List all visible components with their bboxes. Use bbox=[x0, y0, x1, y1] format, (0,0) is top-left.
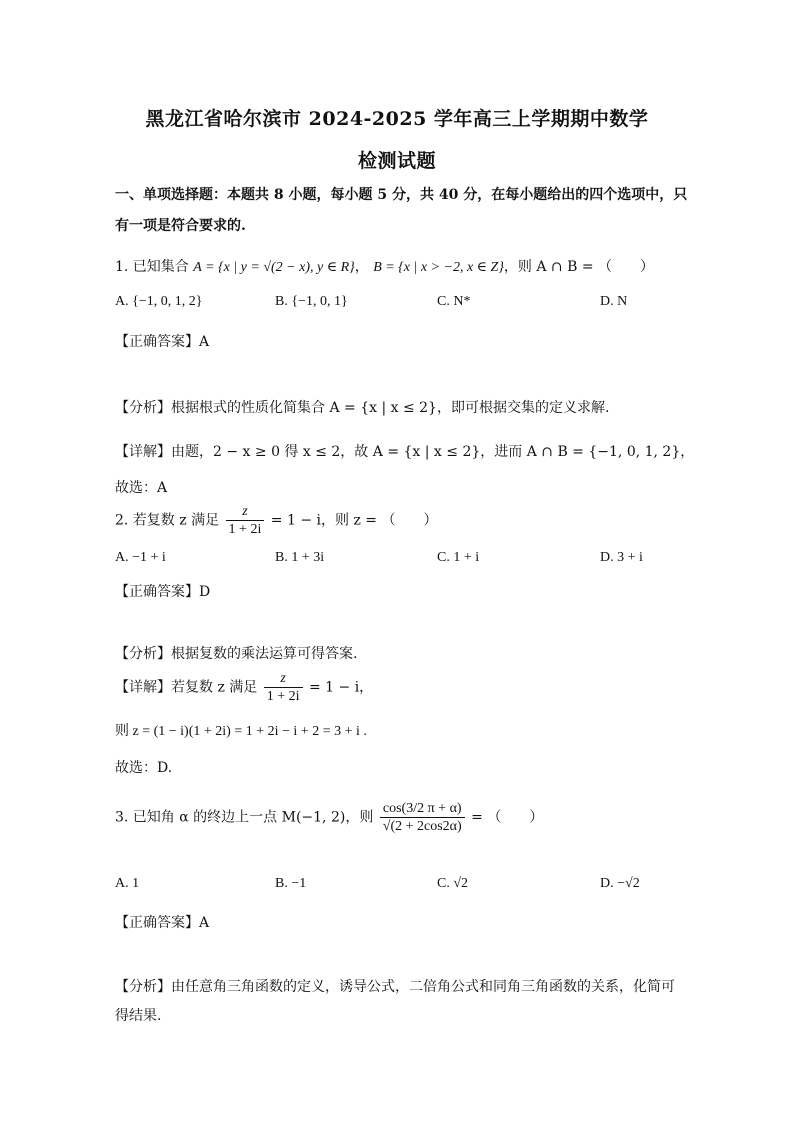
q2-detail-frac-num: z bbox=[264, 670, 303, 688]
document-title: 黑龙江省哈尔滨市 2024-2025 学年高三上学期期中数学 bbox=[145, 108, 649, 130]
q1-prefix: 1. 已知集合 bbox=[115, 259, 189, 275]
q1-option-c: C. N* bbox=[437, 294, 471, 309]
q3-answer: 【正确答案】A bbox=[115, 915, 210, 931]
question-1: 1. 已知集合 A = {x | y = √(2 − x), y ∈ R}， B = {x | x > −2, x ∈ Z}，则 A ∩ B = （ ） bbox=[115, 259, 655, 275]
q1-analysis: 【分析】根据根式的性质化简集合 A = {x | x ≤ 2}，即可根据交集的定义求解. bbox=[115, 400, 610, 416]
section-heading-cont: 有一项是符合要求的. bbox=[115, 218, 246, 234]
q1-suffix: ，则 A ∩ B = （ ） bbox=[503, 259, 655, 275]
q3-option-b: B. −1 bbox=[275, 876, 307, 891]
q3-frac-den: √(2 + 2cos2α) bbox=[382, 819, 462, 834]
q2-choose: 故选：D. bbox=[115, 760, 173, 776]
q3-rhs: = （ ） bbox=[471, 809, 544, 826]
q2-detail-fraction bbox=[264, 670, 303, 705]
q2-option-d: D. 3 + i bbox=[600, 550, 643, 565]
q1-set-b: B = {x | x > −2, x ∈ Z} bbox=[373, 260, 504, 275]
question-3 bbox=[115, 800, 543, 835]
q2-detail-frac-den: 1 + 2i bbox=[266, 689, 300, 704]
q3-option-c: C. √2 bbox=[437, 876, 469, 891]
q2-answer: 【正确答案】D bbox=[115, 584, 211, 600]
q1-option-a: A. {−1, 0, 1, 2} bbox=[115, 294, 203, 309]
q2-analysis: 【分析】根据复数的乘法运算可得答案. bbox=[115, 646, 358, 662]
question-2 bbox=[115, 503, 437, 538]
q2-option-c: C. 1 + i bbox=[437, 550, 480, 565]
section-heading: 一、单项选择题：本题共 8 小题，每小题 5 分，共 40 分，在每小题给出的四个选项中，只 bbox=[115, 187, 688, 203]
q1-choose: 故选：A bbox=[115, 480, 168, 496]
q2-detail-prefix: 【详解】若复数 z 满足 bbox=[115, 679, 258, 696]
q2-frac-den: 1 + 2i bbox=[228, 522, 262, 537]
q2-frac-num: z bbox=[226, 503, 265, 521]
q1-set-a: A = {x | y = √(2 − x), y ∈ R} bbox=[193, 260, 355, 275]
q3-option-d: D. −√2 bbox=[600, 876, 640, 891]
q1-option-d: D. N bbox=[600, 294, 628, 309]
q2-fraction bbox=[226, 503, 265, 538]
q1-detail: 【详解】由题，2 − x ≥ 0 得 x ≤ 2，故 A = {x | x ≤ 2}，进而 A ∩ B = {−1, 0, 1, 2}， bbox=[115, 444, 695, 460]
q2-detail bbox=[115, 670, 373, 705]
q3-prefix: 3. 已知角 α 的终边上一点 M(−1, 2)，则 bbox=[115, 809, 374, 826]
q1-answer: 【正确答案】A bbox=[115, 334, 210, 350]
q2-option-b: B. 1 + 3i bbox=[275, 550, 325, 565]
q2-prefix: 2. 若复数 z 满足 bbox=[115, 512, 220, 529]
q3-analysis: 【分析】由任意角三角函数的定义，诱导公式，二倍角公式和同角三角函数的关系，化简可 bbox=[115, 979, 675, 995]
q3-analysis-cont: 得结果. bbox=[115, 1008, 162, 1024]
q2-rhs: = 1 − i，则 z = （ ） bbox=[270, 512, 438, 529]
q3-option-a: A. 1 bbox=[115, 876, 140, 891]
q3-fraction bbox=[380, 800, 465, 835]
q2-option-a: A. −1 + i bbox=[115, 550, 166, 565]
q1-option-b: B. {−1, 0, 1} bbox=[275, 294, 348, 309]
q2-detail-2: 则 z = (1 − i)(1 + 2i) = 1 + 2i − i + 2 = 3 + i . bbox=[115, 724, 367, 739]
q2-detail-rhs: = 1 − i， bbox=[308, 679, 374, 696]
document-subtitle: 检测试题 bbox=[357, 150, 436, 172]
q3-frac-num: cos(3/2 π + α) bbox=[380, 800, 465, 818]
